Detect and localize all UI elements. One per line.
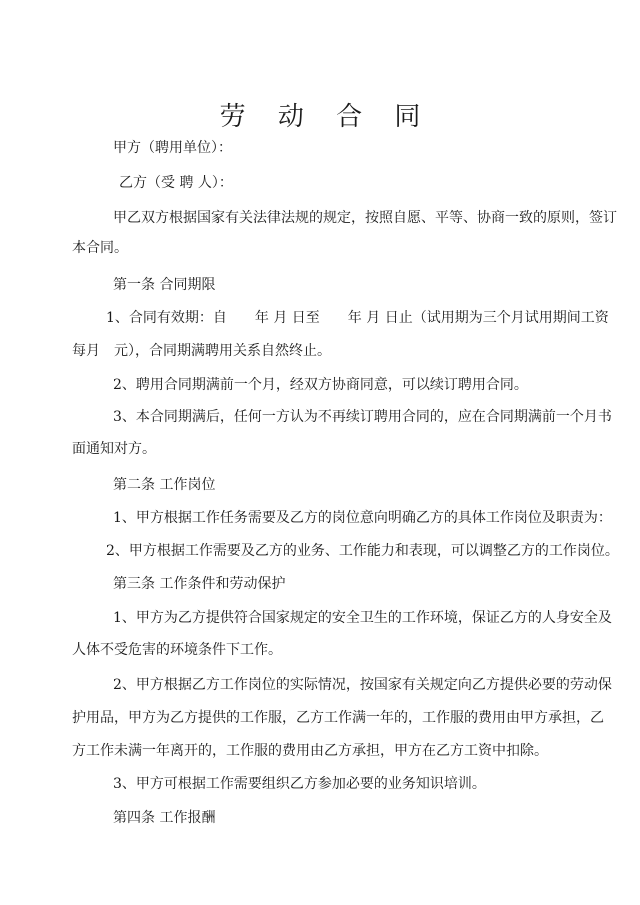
article2-item1: 1、甲方根据工作任务需要及乙方的岗位意向明确乙方的具体工作岗位及职责为： — [113, 510, 612, 526]
article1-item3-line2: 面通知对方。 — [72, 441, 156, 457]
article1-item1-line2: 每月 元），合同期满聘用关系自然终止。 — [72, 343, 331, 359]
intro-line-2: 本合同。 — [72, 240, 128, 256]
article1-item3-line1: 3、本合同期满后，任何一方认为不再续订聘用合同的，应在合同期满前一个月书 — [113, 409, 612, 425]
article1-item1-line1: 1、合同有效期：自 年 月 日至 年 月 日止（试用期为三个月试用期间工资 — [106, 310, 609, 326]
article1-heading: 第一条 合同期限 — [113, 277, 216, 293]
intro-line-1: 甲乙双方根据国家有关法律法规的规定，按照自愿、平等、协商一致的原则，签订 — [113, 210, 617, 226]
party-a-line: 甲方（聘用单位）： — [113, 140, 232, 156]
article2-item2: 2、甲方根据工作需要及乙方的业务、工作能力和表现，可以调整乙方的工作岗位。 — [106, 543, 619, 559]
article3-item2-line2: 护用品，甲方为乙方提供的工作服，乙方工作满一年的，工作服的费用由甲方承担，乙 — [72, 710, 604, 726]
article3-item3: 3、甲方可根据工作需要组织乙方参加必要的业务知识培训。 — [113, 776, 486, 792]
article2-heading: 第二条 工作岗位 — [113, 477, 216, 493]
document-title: 劳 动 合 同 — [219, 102, 433, 132]
article3-item2-line3: 方工作未满一年离开的，工作服的费用由乙方承担，甲方在乙方工资中扣除。 — [72, 743, 548, 759]
article3-item1-line2: 人体不受危害的环境条件下工作。 — [72, 642, 282, 658]
article1-item2: 2、聘用合同期满前一个月，经双方协商同意，可以续订聘用合同。 — [113, 377, 528, 393]
article4-heading: 第四条 工作报酬 — [113, 810, 216, 826]
article3-heading: 第三条 工作条件和劳动保护 — [113, 576, 286, 592]
party-b-line: 乙方（受 聘 人）： — [119, 175, 233, 191]
article3-item2-line1: 2、甲方根据乙方工作岗位的实际情况，按国家有关规定向乙方提供必要的劳动保 — [113, 677, 612, 693]
article3-item1-line1: 1、甲方为乙方提供符合国家规定的安全卫生的工作环境，保证乙方的人身安全及 — [113, 610, 612, 626]
